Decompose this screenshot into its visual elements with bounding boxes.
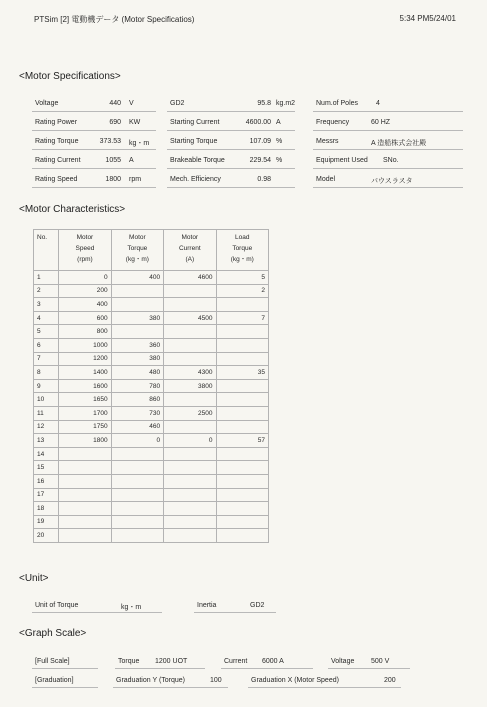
table-cell: 4 <box>34 311 59 325</box>
table-cell: 4500 <box>164 311 216 325</box>
underline <box>32 149 156 150</box>
underline <box>313 130 463 131</box>
underline <box>167 149 295 150</box>
header-text: Torque <box>127 245 148 252</box>
table-cell <box>216 515 268 529</box>
table-cell: 13 <box>34 434 59 448</box>
table-row <box>34 352 269 366</box>
spec-unit: kg・m <box>129 140 150 147</box>
table-cell <box>164 447 216 461</box>
motor-chars-heading: <Motor Characteristics> <box>19 204 126 215</box>
table-row <box>34 311 269 325</box>
table-cell: 730 <box>111 406 163 420</box>
table-row <box>34 379 269 393</box>
spec-label: Rating Current <box>35 157 81 164</box>
table-cell: 5 <box>216 271 268 285</box>
spec-unit: rpm <box>129 176 142 183</box>
table-cell <box>216 325 268 339</box>
fs-torque-value: 1200 UOT <box>155 658 188 665</box>
table-row <box>34 434 269 448</box>
spec-value: 229.54 <box>249 157 271 164</box>
header-text: Torque <box>232 245 253 252</box>
spec-label: Rating Power <box>35 119 78 126</box>
table-cell: 780 <box>111 379 163 393</box>
table-cell <box>164 515 216 529</box>
table-cell: 4300 <box>164 366 216 380</box>
table-cell <box>216 393 268 407</box>
fs-current-value: 6000 A <box>262 658 284 665</box>
underline <box>32 687 98 688</box>
spec-value: 60 HZ <box>371 119 391 126</box>
spec-unit: kg.m2 <box>276 100 296 107</box>
table-cell <box>164 284 216 298</box>
table-cell: 9 <box>34 379 59 393</box>
table-cell: 600 <box>59 311 111 325</box>
header-text: Current <box>178 245 201 252</box>
table-cell: 0 <box>59 271 111 285</box>
table-header-row <box>34 230 269 271</box>
table-cell: 460 <box>111 420 163 434</box>
table-cell <box>164 338 216 352</box>
header-text: Motor <box>129 234 146 241</box>
table-row <box>34 271 269 285</box>
table-row <box>34 447 269 461</box>
table-cell <box>59 461 111 475</box>
table-cell: 7 <box>216 311 268 325</box>
table-row <box>34 325 269 339</box>
table-cell: 15 <box>34 461 59 475</box>
table-cell <box>164 420 216 434</box>
table-row <box>34 529 269 543</box>
col-header-motor-torque <box>111 230 163 271</box>
table-cell <box>59 515 111 529</box>
fs-voltage-label: Voltage <box>331 658 355 665</box>
unit-torque-value: kg・m <box>121 604 142 611</box>
table-row <box>34 461 269 475</box>
table-cell: 200 <box>59 284 111 298</box>
table-cell: 11 <box>34 406 59 420</box>
table-cell: 860 <box>111 393 163 407</box>
table-cell: 3800 <box>164 379 216 393</box>
table-cell <box>111 502 163 516</box>
table-cell <box>216 461 268 475</box>
table-row <box>34 502 269 516</box>
underline <box>221 668 313 669</box>
table-cell: 1600 <box>59 379 111 393</box>
table-cell: 1 <box>34 271 59 285</box>
spec-label: Frequency <box>316 119 350 126</box>
table-cell: 2 <box>34 284 59 298</box>
spec-label: Mech. Efficiency <box>170 176 221 183</box>
spec-unit: A <box>276 119 281 126</box>
table-cell: 1800 <box>59 434 111 448</box>
table-row <box>34 515 269 529</box>
table-cell <box>216 352 268 366</box>
spec-label: Equipment Used <box>316 157 368 164</box>
table-cell: 1400 <box>59 366 111 380</box>
fs-voltage-value: 500 V <box>371 658 390 665</box>
table-cell: 800 <box>59 325 111 339</box>
grad-x-value: 200 <box>384 677 396 684</box>
underline <box>167 130 295 131</box>
table-cell <box>164 474 216 488</box>
header-text: (A) <box>185 256 195 263</box>
header-text: (kg・m) <box>230 256 254 263</box>
underline <box>32 612 162 613</box>
header-text: Speed <box>75 245 95 252</box>
table-cell <box>111 298 163 312</box>
table-cell <box>111 515 163 529</box>
table-cell: 1750 <box>59 420 111 434</box>
table-cell: 4600 <box>164 271 216 285</box>
table-cell: 6 <box>34 338 59 352</box>
grad-y-label: Graduation Y (Torque) <box>116 677 186 684</box>
fs-current-label: Current <box>224 658 248 665</box>
table-cell <box>216 379 268 393</box>
col-header-motor-speed <box>59 230 111 271</box>
spec-value: 690 <box>109 119 121 126</box>
table-cell <box>216 474 268 488</box>
table-cell: 0 <box>111 434 163 448</box>
table-cell: 400 <box>111 271 163 285</box>
table-cell: 16 <box>34 474 59 488</box>
table-cell <box>111 488 163 502</box>
graduation-label: [Graduation] <box>35 677 74 684</box>
table-cell: 57 <box>216 434 268 448</box>
spec-value: A 造船株式会社殿 <box>371 140 427 147</box>
underline <box>32 187 156 188</box>
spec-unit: KW <box>129 119 141 126</box>
spec-value: 440 <box>109 100 121 107</box>
header-text: (rpm) <box>77 256 93 263</box>
table-cell <box>111 284 163 298</box>
table-cell: 480 <box>111 366 163 380</box>
underline <box>167 187 295 188</box>
spec-value: 1800 <box>105 176 121 183</box>
spec-unit: % <box>276 157 283 164</box>
underline <box>313 149 463 150</box>
table-row <box>34 420 269 434</box>
table-cell: 14 <box>34 447 59 461</box>
header-text: (kg・m) <box>125 256 149 263</box>
table-cell <box>216 298 268 312</box>
motor-specs-heading: <Motor Specifications> <box>19 71 121 82</box>
table-cell: 10 <box>34 393 59 407</box>
table-row <box>34 366 269 380</box>
col-header-motor-current <box>164 230 216 271</box>
table-cell <box>216 338 268 352</box>
table-cell <box>164 298 216 312</box>
table-row <box>34 338 269 352</box>
table-cell: 1650 <box>59 393 111 407</box>
print-datetime: 5:34 PM5/24/01 <box>399 14 456 23</box>
spec-label: Voltage <box>35 100 59 107</box>
table-row <box>34 393 269 407</box>
graph-scale-heading: <Graph Scale> <box>19 628 87 639</box>
table-cell <box>216 406 268 420</box>
table-cell <box>216 447 268 461</box>
underline <box>167 168 295 169</box>
table-cell: 3 <box>34 298 59 312</box>
table-row <box>34 298 269 312</box>
table-cell: 1200 <box>59 352 111 366</box>
table-cell <box>216 420 268 434</box>
grad-x-label: Graduation X (Motor Speed) <box>251 677 339 684</box>
table-cell: 0 <box>164 434 216 448</box>
table-cell: 17 <box>34 488 59 502</box>
table-row <box>34 284 269 298</box>
table-cell <box>111 447 163 461</box>
spec-value: 4 <box>376 100 380 107</box>
underline <box>32 130 156 131</box>
table-cell: 5 <box>34 325 59 339</box>
table-row <box>34 474 269 488</box>
spec-label: Starting Torque <box>170 138 218 145</box>
table-cell: 18 <box>34 502 59 516</box>
spec-unit: A <box>129 157 134 164</box>
underline <box>167 111 295 112</box>
table-cell: 2 <box>216 284 268 298</box>
spec-value: 373.53 <box>99 138 121 145</box>
underline <box>32 111 156 112</box>
spec-label: Starting Current <box>170 119 220 126</box>
spec-value: 1055 <box>105 157 121 164</box>
motor-characteristics-table <box>33 229 269 543</box>
unit-inertia-value: GD2 <box>250 602 265 609</box>
underline <box>313 187 463 188</box>
table-cell: 2500 <box>164 406 216 420</box>
unit-heading: <Unit> <box>19 573 49 584</box>
table-cell <box>164 461 216 475</box>
table-cell: 20 <box>34 529 59 543</box>
header-text: No. <box>37 234 48 241</box>
spec-label: Rating Torque <box>35 138 79 145</box>
underline <box>248 687 401 688</box>
header-text: Load <box>235 234 250 241</box>
full-scale-label: [Full Scale] <box>35 658 70 665</box>
spec-value: 0.98 <box>257 176 271 183</box>
table-cell <box>111 474 163 488</box>
table-cell: 360 <box>111 338 163 352</box>
header-text: Motor <box>76 234 94 241</box>
table-cell <box>164 325 216 339</box>
spec-label: Brakeable Torque <box>170 157 225 164</box>
table-row <box>34 406 269 420</box>
col-header-load-torque <box>216 230 268 271</box>
header-text: Motor <box>181 234 199 241</box>
spec-value: SNo. <box>383 157 399 164</box>
table-cell: 12 <box>34 420 59 434</box>
table-cell: 1000 <box>59 338 111 352</box>
underline <box>194 612 276 613</box>
spec-label: GD2 <box>170 100 185 107</box>
table-row <box>34 488 269 502</box>
page-title: PTSim [2] 電動機データ (Motor Specificatios) <box>34 15 195 24</box>
spec-label: Rating Speed <box>35 176 78 183</box>
table-cell <box>164 488 216 502</box>
table-cell <box>59 474 111 488</box>
spec-unit: V <box>129 100 134 107</box>
underline <box>32 168 156 169</box>
spec-label: Messrs <box>316 138 339 145</box>
spec-value: パウスラスタ <box>371 178 413 185</box>
col-header-no <box>34 230 59 271</box>
table-cell <box>164 352 216 366</box>
table-cell: 19 <box>34 515 59 529</box>
underline <box>32 668 98 669</box>
spec-value: 107.09 <box>249 138 271 145</box>
table-cell <box>216 529 268 543</box>
table-cell: 1700 <box>59 406 111 420</box>
table-cell: 380 <box>111 352 163 366</box>
spec-label: Num.of Poles <box>316 100 359 107</box>
table-cell <box>59 488 111 502</box>
table-cell <box>164 393 216 407</box>
spec-value: 4600.00 <box>245 119 271 126</box>
spec-unit: % <box>276 138 283 145</box>
table-cell: 400 <box>59 298 111 312</box>
underline <box>328 668 410 669</box>
table-cell <box>59 529 111 543</box>
table-cell: 8 <box>34 366 59 380</box>
table-cell <box>111 461 163 475</box>
unit-inertia-label: Inertia <box>197 602 217 609</box>
spec-label: Model <box>316 176 336 183</box>
table-cell <box>216 502 268 516</box>
table-cell <box>164 529 216 543</box>
table-cell <box>59 502 111 516</box>
table-cell <box>164 502 216 516</box>
table-cell <box>216 488 268 502</box>
underline <box>113 687 228 688</box>
fs-torque-label: Torque <box>118 658 140 665</box>
underline <box>313 168 463 169</box>
underline <box>313 111 463 112</box>
table-cell: 35 <box>216 366 268 380</box>
underline <box>115 668 205 669</box>
table-cell <box>59 447 111 461</box>
table-cell <box>111 529 163 543</box>
unit-torque-label: Unit of Torque <box>35 602 79 609</box>
table-cell: 7 <box>34 352 59 366</box>
table-cell: 380 <box>111 311 163 325</box>
table-cell <box>111 325 163 339</box>
grad-y-value: 100 <box>210 677 222 684</box>
spec-value: 95.8 <box>257 100 271 107</box>
